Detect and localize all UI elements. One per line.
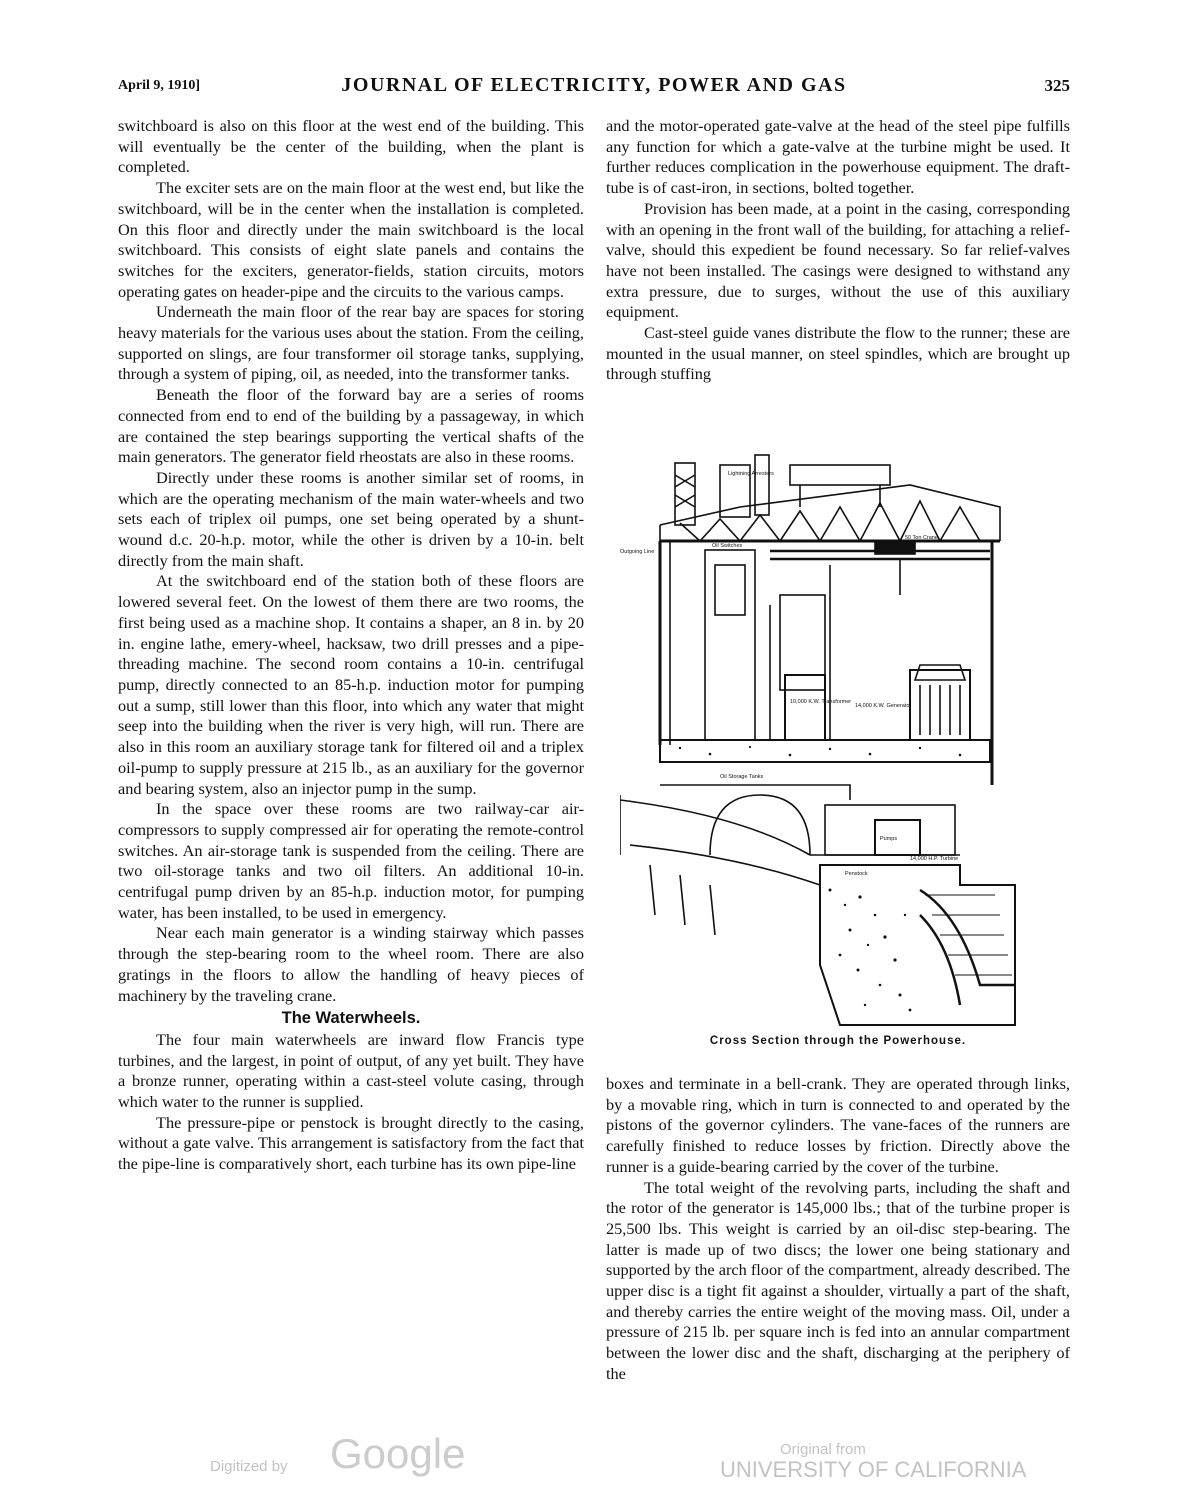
- cross-section-drawing: [620, 445, 1040, 1035]
- paragraph: and the motor-operated gate-valve at the head of the steel pipe fulfills any function for which a gate-valve at the turbine might be used. It further reduces complication in the powerhouse equipment. The draft-tube is of cast-iron, in sections, bolted together.: [606, 116, 1070, 198]
- watermark-original-from: Original from: [780, 1441, 866, 1458]
- watermark-digitized: Digitized by: [210, 1458, 288, 1475]
- left-column: [118, 116, 584, 1175]
- label-turbine: 14,000 H.P. Turbine: [910, 856, 959, 862]
- right-column-top: [606, 116, 1070, 385]
- paragraph: boxes and terminate in a bell-crank. They are operated through links, by a movable ring, which in turn is connected to and operated by the pistons of the governor cylinders. The vane-faces of the runners are carefully finished to reduce losses by friction. Directly above the runner is a guide-bearing carried by the cover of the turbine.: [606, 1074, 1070, 1176]
- paragraph: Beneath the floor of the forward bay are a series of rooms connected from end to end of the building by a passageway, in which are contained the step bearings supporting the vertical shafts of the main generators. The generator field rheostats are also in these rooms.: [118, 385, 584, 467]
- paragraph: Cast-steel guide vanes distribute the flow to the runner; these are mounted in the usual manner, on steel spindles, which are brought up through stuffing: [606, 323, 1070, 384]
- journal-title: JOURNAL OF ELECTRICITY, POWER AND GAS: [341, 74, 847, 96]
- page-header: [118, 74, 1070, 104]
- page-number: 325: [1044, 76, 1070, 95]
- paragraph: Directly under these rooms is another similar set of rooms, in which are the operating mechanism of the main water-wheels and two sets each of triplex oil pumps, one set being operated by a shunt-wound d.c. 20-h.p. motor, while the other is driven by a 10-in. belt directly from the main shaft.: [118, 467, 584, 570]
- label-oil-tanks: Oil Storage Tanks: [720, 774, 764, 780]
- paragraph: The four main waterwheels are inward flow Francis type turbines, and the largest, in point of output, of any yet built. They have a bronze runner, operating within a cast-steel volute casing, through which water to the runner is supplied.: [118, 1029, 584, 1112]
- label-oil-switch: Oil Switches: [712, 543, 743, 549]
- paragraph: The pressure-pipe or penstock is brought directly to the casing, without a gate valve. This arrangement is satisfactory from the fact that the pipe-line is comparatively short, each turbine has its own pipe-line: [118, 1112, 584, 1174]
- watermark-university: UNIVERSITY OF CALIFORNIA: [720, 1457, 1027, 1482]
- section-heading: The Waterwheels.: [281, 1009, 421, 1028]
- label-generator: 14,000 K.W. Generator: [855, 703, 912, 709]
- figure-caption: Cross Section through the Powerhouse.: [709, 1035, 967, 1047]
- label-crane: 50 Ton Crane: [905, 535, 938, 541]
- powerhouse-cross-section-figure: [620, 445, 1040, 1035]
- label-lightning: Lightning Arresters: [728, 471, 774, 477]
- label-penstock: Penstock: [845, 871, 868, 877]
- paragraph: Underneath the main floor of the rear bay are spaces for storing heavy materials for the various uses about the station. From the ceiling, supported on slings, are four transformer oil storage tanks, supplying, through a system of piping, oil, as needed, into the transformer tanks.: [118, 302, 584, 384]
- paragraph: At the switchboard end of the station both of these floors are lowered several feet. On the lowest of them there are two rooms, the first being used as a machine shop. It contains a shaper, an 8 in. by 20 in. engine lathe, emery-wheel, hacksaw, two drill presses and a pipe-threading machine. The second room contains a 10-in. centrifugal pump, directly connected to an 85-h.p. induction motor for pumping out a sump, still lower than this floor, into which any water that might seep into the building when the river is very high, will run. There are also in this room an auxiliary storage tank for filtered oil and a triplex oil-pump to supply pressure at 215 lb., as an auxiliary for the governor and bearing system, also an injector pump in the sump.: [118, 571, 584, 798]
- paragraph: Near each main generator is a winding stairway which passes through the step-bearing room to the wheel room. There are also gratings in the floors to allow the handling of heavy pieces of machinery by the traveling crane.: [118, 923, 584, 1005]
- paragraph: switchboard is also on this floor at the west end of the building. This will eventually be the center of the building, when the plant is completed.: [118, 116, 584, 177]
- paragraph: Provision has been made, at a point in the casing, corresponding with an opening in the front wall of the building, for attaching a relief-valve, should this expedient be found necessary. So far relief-valves have not been installed. The casings were designed to withstand any extra pressure, due to surges, without the use of this auxiliary equipment.: [606, 198, 1070, 322]
- right-column-bottom: [606, 1074, 1070, 1385]
- paragraph: In the space over these rooms are two railway-car air-compressors to supply compressed air for operating the remote-control switches. An air-storage tank is suspended from the ceiling. There are two oil-storage tanks and two oil filters. An additional 10-in. centrifugal pump driven by an 85-h.p. induction motor, for pumping water, has been installed, to be used in emergency.: [118, 799, 584, 922]
- label-outgoing-line: Outgoing Line: [620, 549, 655, 555]
- issue-date: April 9, 1910]: [118, 78, 201, 93]
- paragraph: The total weight of the revolving parts, including the shaft and the rotor of the generator is 145,000 lbs.; that of the turbine proper is 25,500 lbs. This weight is carried by an oil-disc step-bearing. The latter is made up of two discs; the lower one being stationary and supported by the arch floor of the compartment, already described. The upper disc is a tight fit against a shoulder, virtually a part of the shaft, and thereby carries the entire weight of the moving mass. Oil, under a pressure of 215 lb. per square inch is fed into an annular compartment between the lower disc and the shaft, discharging at the periphery of the: [606, 1177, 1070, 1383]
- label-transformer: 10,000 K.W. Transformer: [790, 699, 852, 705]
- paragraph: The exciter sets are on the main floor at the west end, but like the switchboard, will be in the center when the installation is completed. On this floor and directly under the main switchboard is the local switchboard. This consists of eight slate panels and contains the switches for the exciters, generator-fields, station circuits, motors operating gates on header-pipe and the circuits to the various camps.: [118, 178, 584, 301]
- label-pumps: Pumps: [880, 836, 898, 842]
- watermark-google-logo: Google: [330, 1430, 466, 1477]
